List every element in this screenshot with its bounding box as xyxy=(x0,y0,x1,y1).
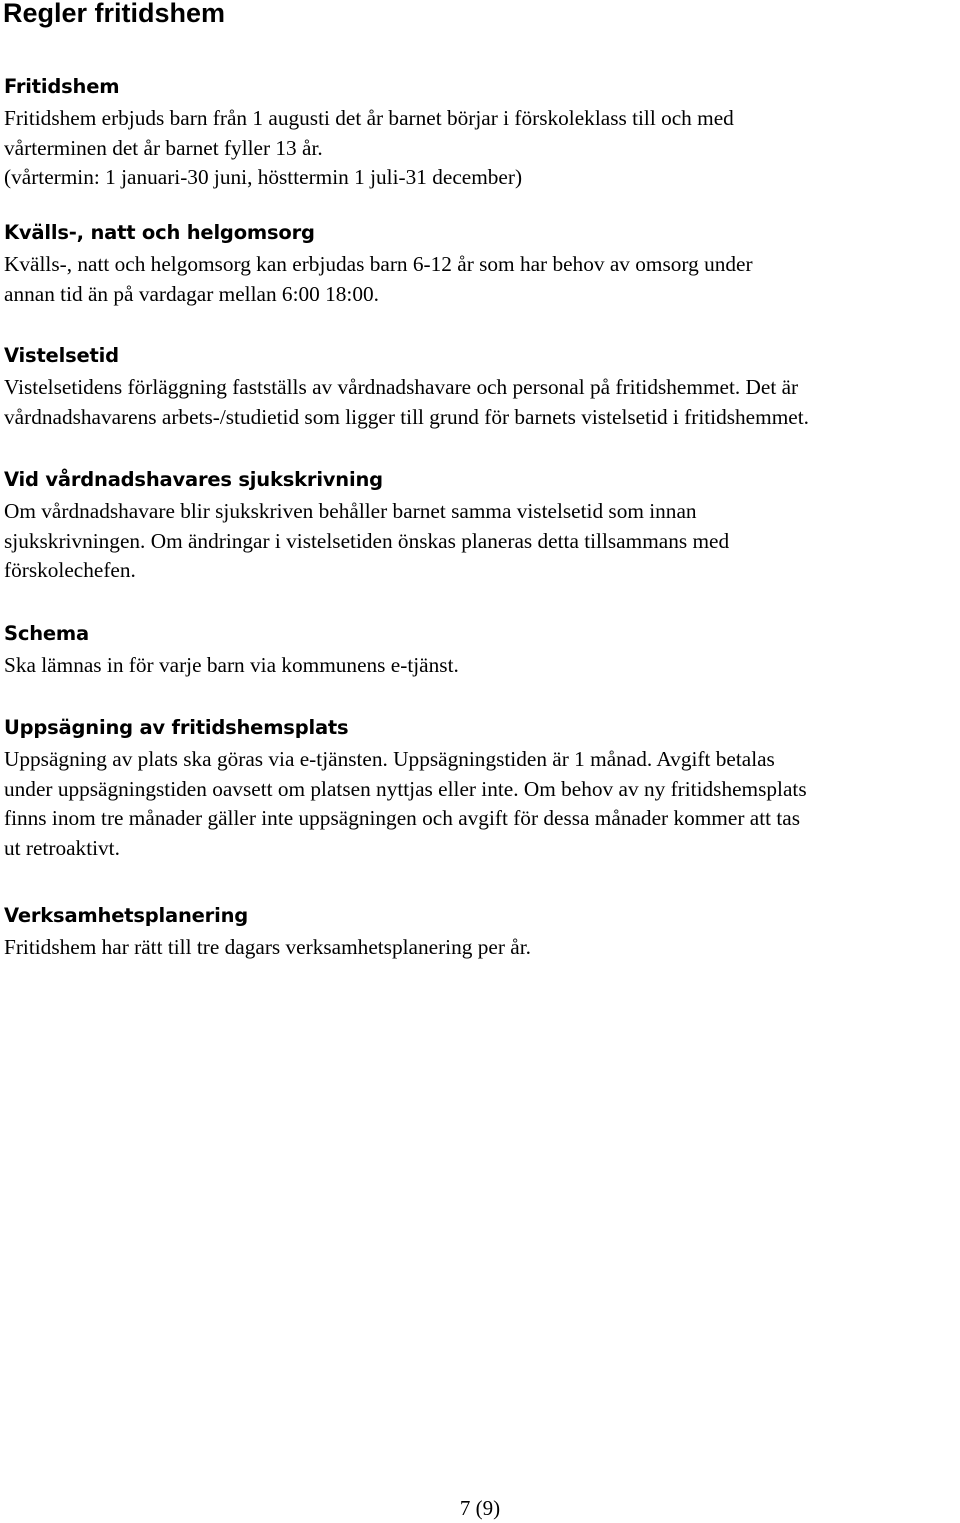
section-vardnadshavares-sjukskrivning xyxy=(4,467,954,586)
section-uppsagning xyxy=(4,715,954,863)
section-verksamhetsplanering xyxy=(4,903,954,963)
document-title: Regler fritidshem xyxy=(3,0,226,28)
section-vistelsetid xyxy=(4,343,954,432)
section-kvalls-natt-helgomsorg xyxy=(4,220,954,309)
page-number: 7 (9) xyxy=(459,1496,501,1520)
section-body: Fritidshem har rätt till tre dagars verksamhetsplanering per år. xyxy=(4,935,531,959)
section-heading: Vid vårdnadshavares sjukskrivning xyxy=(4,468,383,491)
section-heading: Uppsägning av fritidshemsplats xyxy=(4,716,349,739)
section-body: Kvälls-, natt och helgomsorg kan erbjudas barn 6-12 år som har behov av omsorg under annan tid än på vardagar mellan 6:00 18:00. xyxy=(4,252,753,306)
section-heading: Vistelsetid xyxy=(4,344,119,367)
section-heading: Fritidshem xyxy=(4,75,120,98)
section-body: Uppsägning av plats ska göras via e-tjänsten. Uppsägningstiden är 1 månad. Avgift betalas under uppsägningstiden oavsett om platsen nyttjas eller inte. Om behov av ny fritidshemsplats finns inom tre månader gäller inte uppsägningen och avgift för dessa månader kommer att tas ut retroaktivt. xyxy=(4,747,807,860)
section-heading: Kvälls-, natt och helgomsorg xyxy=(4,221,315,244)
section-body: Ska lämnas in för varje barn via kommunens e-tjänst. xyxy=(4,653,459,677)
section-fritidshem xyxy=(4,74,954,193)
section-heading: Schema xyxy=(4,622,89,645)
section-heading: Verksamhetsplanering xyxy=(4,904,249,927)
section-body: Fritidshem erbjuds barn från 1 augusti det år barnet börjar i förskoleklass till och med vårterminen det år barnet fyller 13 år. (vårtermin: 1 januari-30 juni, hösttermin 1 juli-31 december) xyxy=(4,106,734,190)
section-schema xyxy=(4,621,954,681)
section-body: Vistelsetidens förläggning fastställs av vårdnadshavare och personal på fritidshemmet. Det är vårdnadshavarens arbets-/studietid som ligger till grund för barnets vistelsetid i fritidshemmet. xyxy=(4,375,809,429)
section-body: Om vårdnadshavare blir sjukskriven behåller barnet samma vistelsetid som innan sjukskrivningen. Om ändringar i vistelsetiden önskas planeras detta tillsammans med förskolechefen. xyxy=(4,499,730,583)
